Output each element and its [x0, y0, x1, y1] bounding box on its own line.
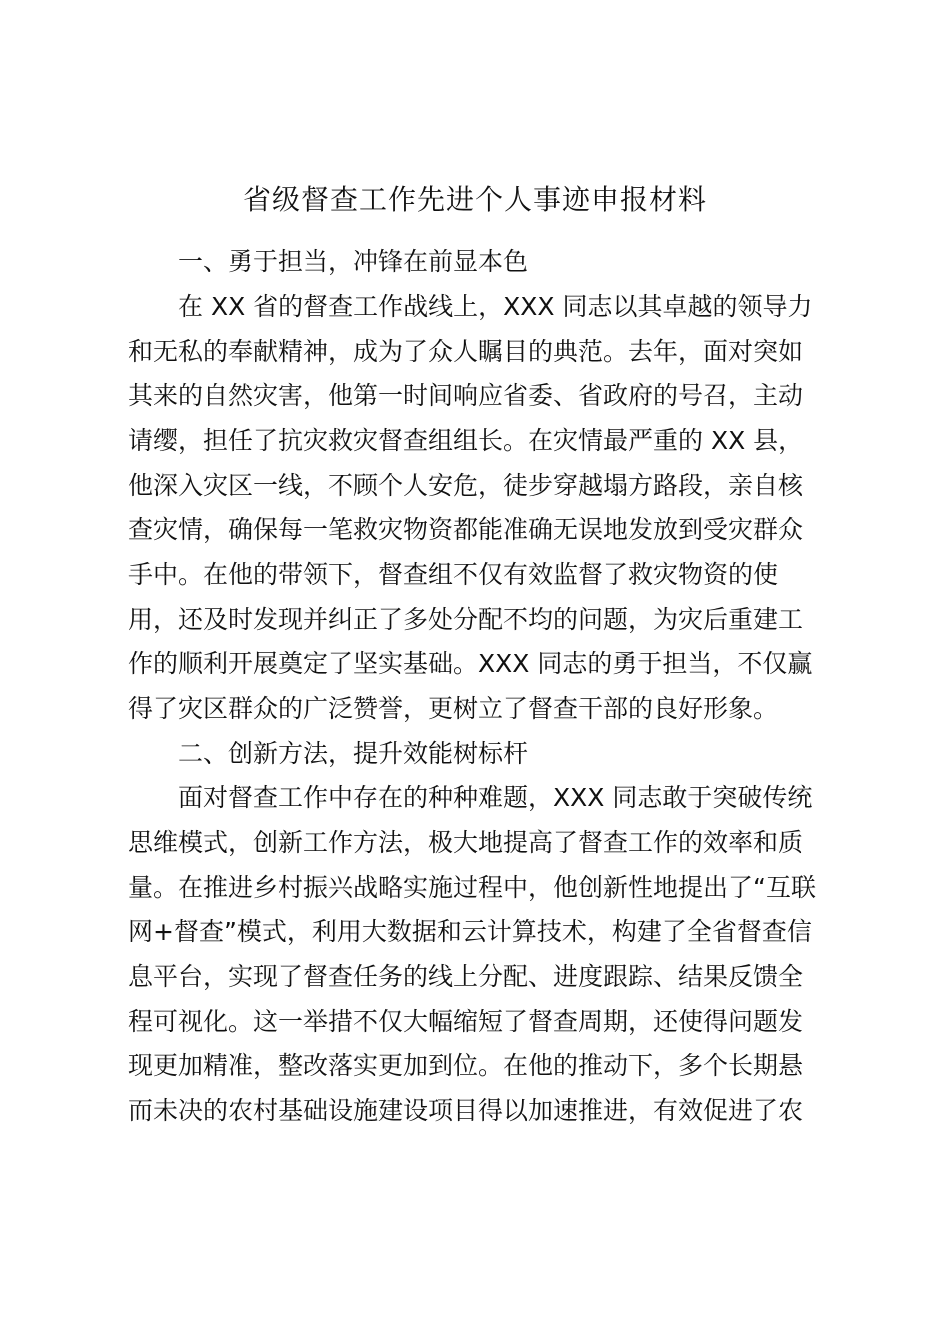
- paragraph-line: 请缨，担任了抗灾救灾督查组组长。在灾情最严重的 XX 县，: [128, 426, 804, 455]
- paragraph-line: 思维模式，创新工作方法，极大地提高了督查工作的效率和质: [128, 828, 804, 857]
- paragraph-line: 在 XX 省的督查工作战线上，XXX 同志以其卓越的领导力: [178, 292, 813, 321]
- paragraph-line: 现更加精准，整改落实更加到位。在他的推动下，多个长期悬: [128, 1051, 804, 1080]
- paragraph-line: 程可视化。这一举措不仅大幅缩短了督查周期，还使得问题发: [128, 1007, 804, 1036]
- section-heading-2: 二、创新方法，提升效能树标杆: [178, 739, 529, 768]
- section-heading-1: 一、勇于担当，冲锋在前显本色: [178, 247, 529, 276]
- paragraph-line: 量。在推进乡村振兴战略实施过程中，他创新性地提出了“互联: [128, 873, 816, 902]
- paragraph-line: 手中。在他的带领下，督查组不仅有效监督了救灾物资的使: [128, 560, 779, 589]
- paragraph-line: 其来的自然灾害，他第一时间响应省委、省政府的号召，主动: [128, 381, 804, 410]
- paragraph-line: 用，还及时发现并纠正了多处分配不均的问题，为灾后重建工: [128, 605, 804, 634]
- document-title: 省级督查工作先进个人事迹申报材料: [242, 183, 707, 216]
- paragraph-line: 面对督查工作中存在的种种难题，XXX 同志敢于突破传统: [178, 783, 813, 812]
- paragraph-line: 和无私的奉献精神，成为了众人瞩目的典范。去年，面对突如: [128, 337, 804, 366]
- paragraph-line: 而未决的农村基础设施建设项目得以加速推进，有效促进了农: [128, 1096, 804, 1125]
- paragraph-line: 查灾情，确保每一笔救灾物资都能准确无误地发放到受灾群众: [128, 515, 804, 544]
- paragraph-line: 网+督查”模式，利用大数据和云计算技术，构建了全省督查信: [128, 917, 812, 946]
- paragraph-line: 息平台，实现了督查任务的线上分配、进度跟踪、结果反馈全: [128, 962, 804, 991]
- paragraph-line: 作的顺利开展奠定了坚实基础。XXX 同志的勇于担当，不仅赢: [128, 649, 813, 678]
- paragraph-line: 得了灾区群众的广泛赞誉，更树立了督查干部的良好形象。: [128, 694, 779, 723]
- paragraph-line: 他深入灾区一线，不顾个人安危，徒步穿越塌方路段，亲自核: [128, 471, 804, 500]
